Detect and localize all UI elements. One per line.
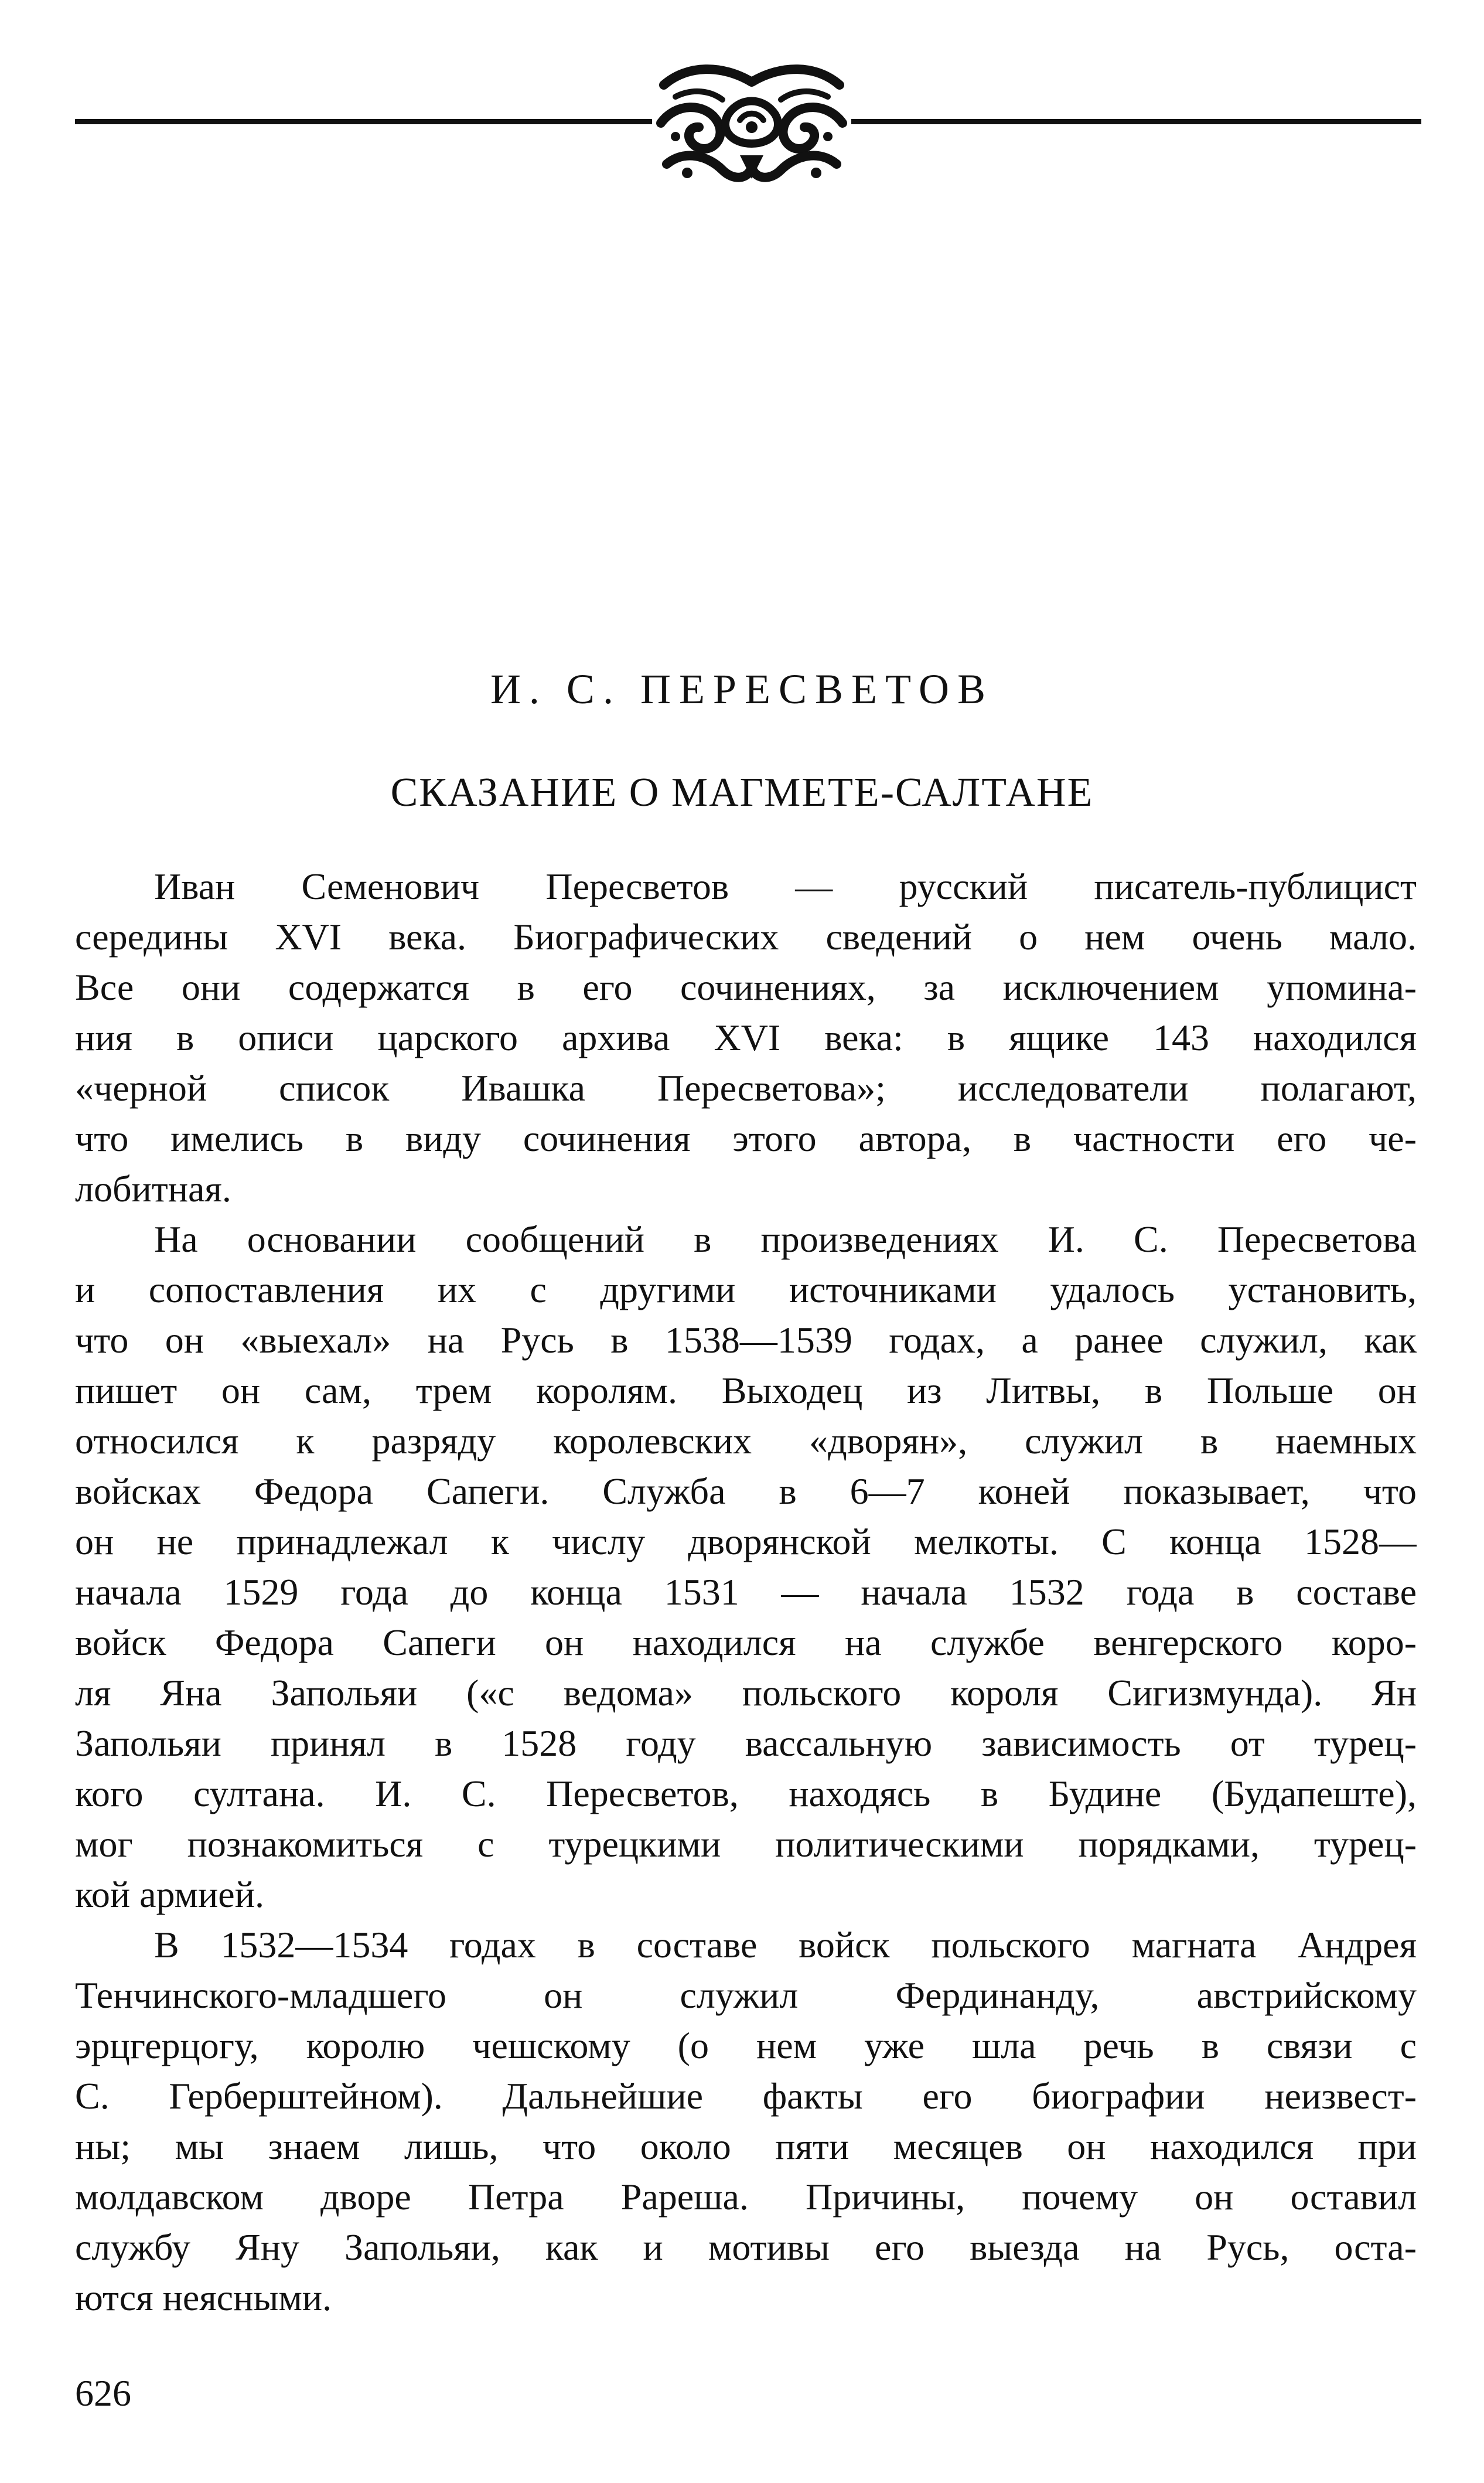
text-line: начала 1529 года до конца 1531 — начала 1532 года в составе (75, 1571, 1417, 1613)
text-line: молдавском дворе Петра Рареша. Причины, почему он оставил (75, 2176, 1417, 2218)
text-line: Запольяи принял в 1528 году вассальную зависимость от турец- (75, 1722, 1417, 1764)
text-line: что имелись в виду сочинения этого автора, в частности его че- (75, 1118, 1417, 1159)
text-line: середины XVI века. Биографических сведений о нем очень мало. (75, 916, 1417, 958)
text-line: он не принадлежал к числу дворянской мелкоты. С конца 1528— (75, 1521, 1417, 1562)
text-line: ны; мы знаем лишь, что около пяти месяцев он находился при (75, 2126, 1417, 2167)
text-line: Иван Семенович Пересветов — русский писатель-публицист (154, 866, 1417, 907)
author-heading: И. С. ПЕРЕСВЕТОВ (490, 666, 994, 713)
text-line: Все они содержатся в его сочинениях, за исключением упомина- (75, 966, 1417, 1008)
text-line: Тенчинского-младшего он служил Фердинанду, австрийскому (75, 1974, 1417, 2016)
text-line: службу Яну Запольяи, как и мотивы его выезда на Русь, оста- (75, 2226, 1417, 2268)
text-line: ля Яна Запольяи («с ведома» польского короля Сигизмунда). Ян (75, 1672, 1417, 1714)
text-line: войсках Федора Сапеги. Служба в 6—7 коней показывает, что (75, 1470, 1417, 1512)
text-line: что он «выехал» на Русь в 1538—1539 годах, а ранее служил, как (75, 1319, 1417, 1361)
text-line: эрцгерцогу, королю чешскому (о нем уже шла речь в связи с (75, 2025, 1417, 2066)
text-line: В 1532—1534 годах в составе войск польского магната Андрея (154, 1924, 1417, 1966)
text-line: пишет он сам, трем королям. Выходец из Литвы, в Польше он (75, 1370, 1417, 1411)
text-line: и сопоставления их с другими источниками удалось установить, (75, 1269, 1417, 1310)
headpiece-rule-right (851, 119, 1421, 124)
text-line: относился к разряду королевских «дворян», служил в наемных (75, 1420, 1417, 1462)
text-line: войск Федора Сапеги он находился на службе венгерского коро- (75, 1622, 1417, 1663)
headpiece-rule-left (75, 119, 652, 124)
text-line: лобитная. (75, 1168, 231, 1210)
text-line: мог познакомиться с турецкими политическими порядками, турец- (75, 1823, 1417, 1865)
text-line: На основании сообщений в произведениях И. С. Пересветова (154, 1218, 1417, 1260)
headpiece-ornament-icon (652, 62, 851, 188)
text-line: кой армией. (75, 1874, 264, 1915)
headpiece (75, 62, 1421, 188)
text-line: кого султана. И. С. Пересветов, находясь в Будине (Будапеште), (75, 1773, 1417, 1814)
text-line: ются неясными. (75, 2277, 332, 2318)
text-line: «черной список Ивашка Пересветова»; исследователи полагают, (75, 1067, 1417, 1109)
page-number: 626 (75, 2372, 131, 2414)
intro-text (75, 861, 1417, 2323)
text-line: ния в описи царского архива XVI века: в ящике 143 находился (75, 1017, 1417, 1058)
work-title: СКАЗАНИЕ О МАГМЕТЕ-САЛТАНЕ (390, 770, 1094, 815)
text-line: С. Герберштейном). Дальнейшие факты его биографии неизвест- (75, 2075, 1417, 2117)
